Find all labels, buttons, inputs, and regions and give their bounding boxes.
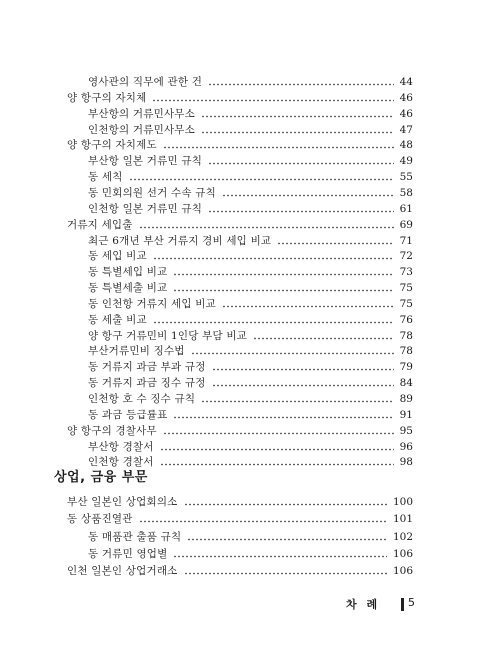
toc-entry-page: 69 <box>399 218 413 231</box>
toc-entry-page: 98 <box>399 456 413 469</box>
toc-entry-title: 인천항의 거류민사무소 <box>88 123 195 136</box>
dot-leader <box>163 432 394 435</box>
toc-entry-page: 75 <box>399 297 413 310</box>
dot-leader <box>201 115 394 118</box>
toc-entry <box>88 439 413 456</box>
toc-entry <box>67 137 413 154</box>
toc-entry-page: 72 <box>399 250 413 263</box>
toc-entry <box>88 169 413 186</box>
toc-entry <box>88 201 413 218</box>
dot-leader <box>163 146 394 149</box>
toc-entry-page: 48 <box>399 139 413 152</box>
dot-leader <box>173 555 386 558</box>
dot-leader <box>222 305 394 308</box>
dot-leader <box>160 448 394 451</box>
toc-entry <box>67 494 413 511</box>
toc-entry-page: 75 <box>399 282 413 295</box>
toc-entry-page: 89 <box>399 393 413 405</box>
toc-entry-title: 최근 6개년 부산 거류지 경비 세입 비교 <box>88 234 272 247</box>
dot-leader <box>208 210 394 213</box>
toc-entry-title: 영사관의 직무에 관한 건 <box>88 76 203 88</box>
toc-entry-page: 78 <box>399 329 413 342</box>
toc-entry-title: 동 과금 등급률표 <box>88 408 168 421</box>
toc-entry-title: 동 세출 비교 <box>88 313 147 326</box>
toc-entry-title: 인천항 경찰서 <box>88 456 154 469</box>
toc-entry-page: 71 <box>399 234 413 247</box>
dot-leader <box>129 178 394 181</box>
dot-leader <box>184 572 387 575</box>
toc-entry-page: 96 <box>399 440 413 453</box>
toc-entry-title: 부산항 일본 거류민 규칙 <box>88 155 203 168</box>
toc-entry <box>88 233 413 250</box>
toc-entry-page: 76 <box>399 313 413 326</box>
toc-entry <box>88 296 413 313</box>
toc-entry-title: 양 항구의 경찰사무 <box>67 424 157 437</box>
dot-leader <box>253 337 394 340</box>
dot-leader <box>191 352 394 355</box>
toc-entry-page: 58 <box>399 186 413 199</box>
toc-entry-page: 47 <box>399 123 413 136</box>
dot-leader <box>201 131 394 134</box>
toc-entry-title: 동 매품관 출품 규칙 <box>88 530 182 543</box>
toc-entry <box>88 74 413 91</box>
toc-entry <box>88 343 413 360</box>
toc-entry-title: 동 민회의원 선거 수속 규칙 <box>88 186 216 199</box>
toc-entry <box>88 122 413 139</box>
footer-divider <box>401 598 404 611</box>
toc-entry-page: 61 <box>399 202 413 215</box>
toc-entry-title: 부산항 경찰서 <box>88 440 154 453</box>
toc-entry <box>88 546 413 563</box>
dot-leader <box>212 368 394 371</box>
dot-leader <box>173 273 393 276</box>
dot-leader <box>160 463 394 466</box>
toc-entry-page: 101 <box>392 513 413 526</box>
dot-leader <box>153 257 394 260</box>
toc-entry-title: 동 거류지 과금 징수 규정 <box>88 377 206 390</box>
toc-entry-title: 양 항구의 자치체 <box>67 91 147 104</box>
toc-entry-title: 동 거류지 과금 부과 규정 <box>88 361 206 374</box>
toc-entry <box>88 375 413 392</box>
toc-entry-page: 55 <box>399 171 413 184</box>
toc-entry-page: 44 <box>399 76 413 88</box>
toc-entry <box>88 312 413 329</box>
dot-leader <box>173 416 393 419</box>
footer-label: 차 례 <box>346 598 381 611</box>
toc-entry-title: 인천 일본인 상업거래소 <box>67 565 178 578</box>
toc-entry-title: 동 인천항 거류지 세입 비교 <box>88 297 216 310</box>
toc-entry <box>88 248 413 265</box>
toc-entry-page: 91 <box>399 408 413 421</box>
toc-entry-title: 인천항 호 수 징수 규칙 <box>88 393 196 405</box>
toc-entry <box>88 185 413 202</box>
toc-entry-title: 동 특별세출 비교 <box>88 282 168 295</box>
toc-entry-title: 동 세입 비교 <box>88 250 147 263</box>
toc-entry <box>88 359 413 376</box>
toc-entry-title: 거류지 세입출 <box>67 218 133 231</box>
toc-entry <box>88 153 413 170</box>
toc-entry-title: 양 항구의 자치제도 <box>67 139 157 152</box>
toc-entry <box>67 217 413 234</box>
toc-entry-page: 95 <box>399 424 413 437</box>
dot-leader <box>212 384 394 387</box>
toc-entry <box>88 328 413 345</box>
dot-leader <box>201 400 393 403</box>
toc-entry-title: 동 거류민 영업별 <box>88 547 168 560</box>
dot-leader <box>187 538 387 541</box>
toc-entry-page: 79 <box>399 361 413 374</box>
toc-entry-page: 49 <box>399 155 413 168</box>
toc-entry-title: 인천항 일본 거류민 규칙 <box>88 202 203 215</box>
page-number: 5 <box>408 596 415 609</box>
dot-leader <box>222 194 394 197</box>
dot-leader <box>152 99 393 102</box>
toc-entry-title: 부산거류민비 징수법 <box>88 345 185 358</box>
dot-leader <box>184 503 387 506</box>
toc-entry-page: 100 <box>392 496 413 508</box>
dot-leader <box>208 162 394 165</box>
toc-entry-title: 양 항구 거류민비 1인당 부담 비교 <box>88 329 248 342</box>
toc-entry <box>67 511 413 528</box>
toc-entry-page: 73 <box>399 266 413 279</box>
section-heading: 상업, 금융 부문 <box>54 470 148 485</box>
toc-entry <box>88 407 413 424</box>
dot-leader <box>153 321 394 324</box>
toc-entry-page: 102 <box>392 530 413 543</box>
toc-entry-title: 동 특별세입 비교 <box>88 266 168 279</box>
toc-entry-page: 84 <box>399 377 413 390</box>
toc-entry <box>88 529 413 546</box>
dot-leader <box>139 226 394 229</box>
toc-entry-page: 46 <box>399 91 413 104</box>
toc-entry-page: 106 <box>392 565 413 578</box>
toc-entry <box>88 264 413 281</box>
toc-entry <box>67 423 413 440</box>
toc-entry-title: 동 세칙 <box>88 171 123 184</box>
dot-leader <box>208 83 394 86</box>
toc-entry <box>88 280 413 297</box>
toc-entry <box>67 90 413 107</box>
toc-entry-title: 부산 일본인 상업회의소 <box>67 496 178 508</box>
toc-entry-title: 동 상품진열관 <box>67 513 133 526</box>
dot-leader <box>139 520 387 523</box>
toc-entry <box>88 391 413 408</box>
toc-entry-title: 부산항의 거류민사무소 <box>88 107 195 120</box>
toc-entry <box>88 106 413 123</box>
dot-leader <box>173 289 393 292</box>
dot-leader <box>277 242 393 245</box>
toc-entry-page: 78 <box>399 345 413 358</box>
toc-entry-page: 106 <box>392 547 413 560</box>
toc-entry <box>67 563 413 580</box>
toc-entry-page: 46 <box>399 107 413 120</box>
